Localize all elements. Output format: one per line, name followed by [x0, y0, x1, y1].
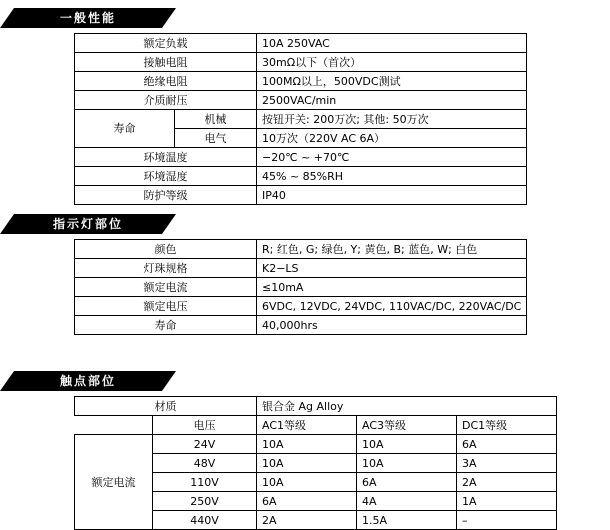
grade-header-dc1: DC1等级: [457, 416, 557, 435]
table-row: [75, 186, 527, 205]
cell-ac1: 6A: [257, 492, 357, 511]
table: [74, 239, 527, 335]
rated-current-label: 额定电流: [75, 435, 153, 530]
section-header-wrap: [0, 371, 176, 391]
spacer-cell: [75, 416, 153, 435]
indicator-lamp-table: [74, 239, 610, 335]
material-label: 材质: [75, 397, 257, 416]
row-label: 介质耐压: [75, 91, 257, 110]
section-title: 一般性能: [59, 11, 116, 25]
row-voltage: 48V: [153, 454, 257, 473]
table-row: [75, 148, 527, 167]
row-value: 45% ~ 85%RH: [257, 167, 527, 186]
row-sublabel: 电气: [175, 129, 257, 148]
cell-dc1: 1A: [457, 492, 557, 511]
table-row: [75, 53, 527, 72]
section-title: 触点部位: [59, 374, 116, 388]
section-contact-part: [0, 371, 610, 525]
section-header-bar: [0, 371, 176, 391]
table: [74, 396, 557, 530]
row-value: K2−LS: [257, 259, 527, 278]
row-value: 2500VAC/min: [257, 91, 527, 110]
table-row: [75, 72, 527, 91]
row-value: IP40: [257, 186, 527, 205]
row-value: R; 红色, G; 绿色, Y; 黄色, B; 蓝色, W; 白色: [257, 240, 527, 259]
row-voltage: 250V: [153, 492, 257, 511]
section-header-wrap: [0, 8, 176, 28]
row-voltage: 24V: [153, 435, 257, 454]
row-value: 10A 250VAC: [257, 34, 527, 53]
row-label: 接触电阻: [75, 53, 257, 72]
cell-dc1: 2A: [457, 473, 557, 492]
cell-ac3: 4A: [357, 492, 457, 511]
cell-dc1: –: [457, 511, 557, 530]
table-row-header: [75, 416, 557, 435]
row-value: −20℃ ~ +70℃: [257, 148, 527, 167]
table-row: [75, 110, 527, 129]
table-row: [75, 278, 527, 297]
table: [74, 33, 527, 205]
row-label: 环境温度: [75, 148, 257, 167]
table-row: [75, 297, 527, 316]
row-value: 10万次（220V AC 6A）: [257, 129, 527, 148]
row-label: 颜色: [75, 240, 257, 259]
table-row: [75, 34, 527, 53]
row-voltage: 440V: [153, 511, 257, 530]
cell-ac3: 10A: [357, 435, 457, 454]
row-label: 寿命: [75, 316, 257, 335]
cell-ac3: 10A: [357, 454, 457, 473]
table-row: [75, 240, 527, 259]
table-row: [75, 259, 527, 278]
section-header-bar: [0, 8, 176, 28]
cell-ac1: 2A: [257, 511, 357, 530]
row-label: 防护等级: [75, 186, 257, 205]
material-value: 银合金 Ag Alloy: [257, 397, 557, 416]
table-row: [75, 435, 557, 454]
row-label: 额定电压: [75, 297, 257, 316]
row-voltage: 110V: [153, 473, 257, 492]
cell-dc1: 3A: [457, 454, 557, 473]
row-value: 100MΩ以上，500VDC测试: [257, 72, 527, 91]
table-row: [75, 91, 527, 110]
general-performance-table: [74, 33, 610, 205]
row-value: 30mΩ以下（首次）: [257, 53, 527, 72]
cell-dc1: 6A: [457, 435, 557, 454]
section-header-wrap: [0, 214, 176, 234]
section-header-bar: [0, 214, 176, 234]
cell-ac3: 6A: [357, 473, 457, 492]
section-general-performance: [0, 8, 610, 200]
cell-ac1: 10A: [257, 435, 357, 454]
row-value: ≤10mA: [257, 278, 527, 297]
section-title: 指示灯部位: [52, 217, 123, 231]
cell-ac3: 1.5A: [357, 511, 457, 530]
table-row: [75, 167, 527, 186]
row-label: 绝缘电阻: [75, 72, 257, 91]
row-label: 灯珠规格: [75, 259, 257, 278]
voltage-header: 电压: [153, 416, 257, 435]
table-row: [75, 316, 527, 335]
row-value: 40,000hrs: [257, 316, 527, 335]
row-sublabel: 机械: [175, 110, 257, 129]
grade-header-ac1: AC1等级: [257, 416, 357, 435]
contact-part-table: [74, 396, 610, 530]
cell-ac1: 10A: [257, 454, 357, 473]
row-value: 6VDC, 12VDC, 24VDC, 110VAC/DC, 220VAC/DC: [257, 297, 527, 316]
table-row-material: [75, 397, 557, 416]
grade-header-ac3: AC3等级: [357, 416, 457, 435]
row-value: 按钮开关: 200万次; 其他: 50万次: [257, 110, 527, 129]
section-indicator-lamp: [0, 214, 610, 330]
row-label: 额定电流: [75, 278, 257, 297]
row-label-lifetime: 寿命: [75, 110, 175, 148]
row-label: 额定负载: [75, 34, 257, 53]
cell-ac1: 10A: [257, 473, 357, 492]
row-label: 环境湿度: [75, 167, 257, 186]
